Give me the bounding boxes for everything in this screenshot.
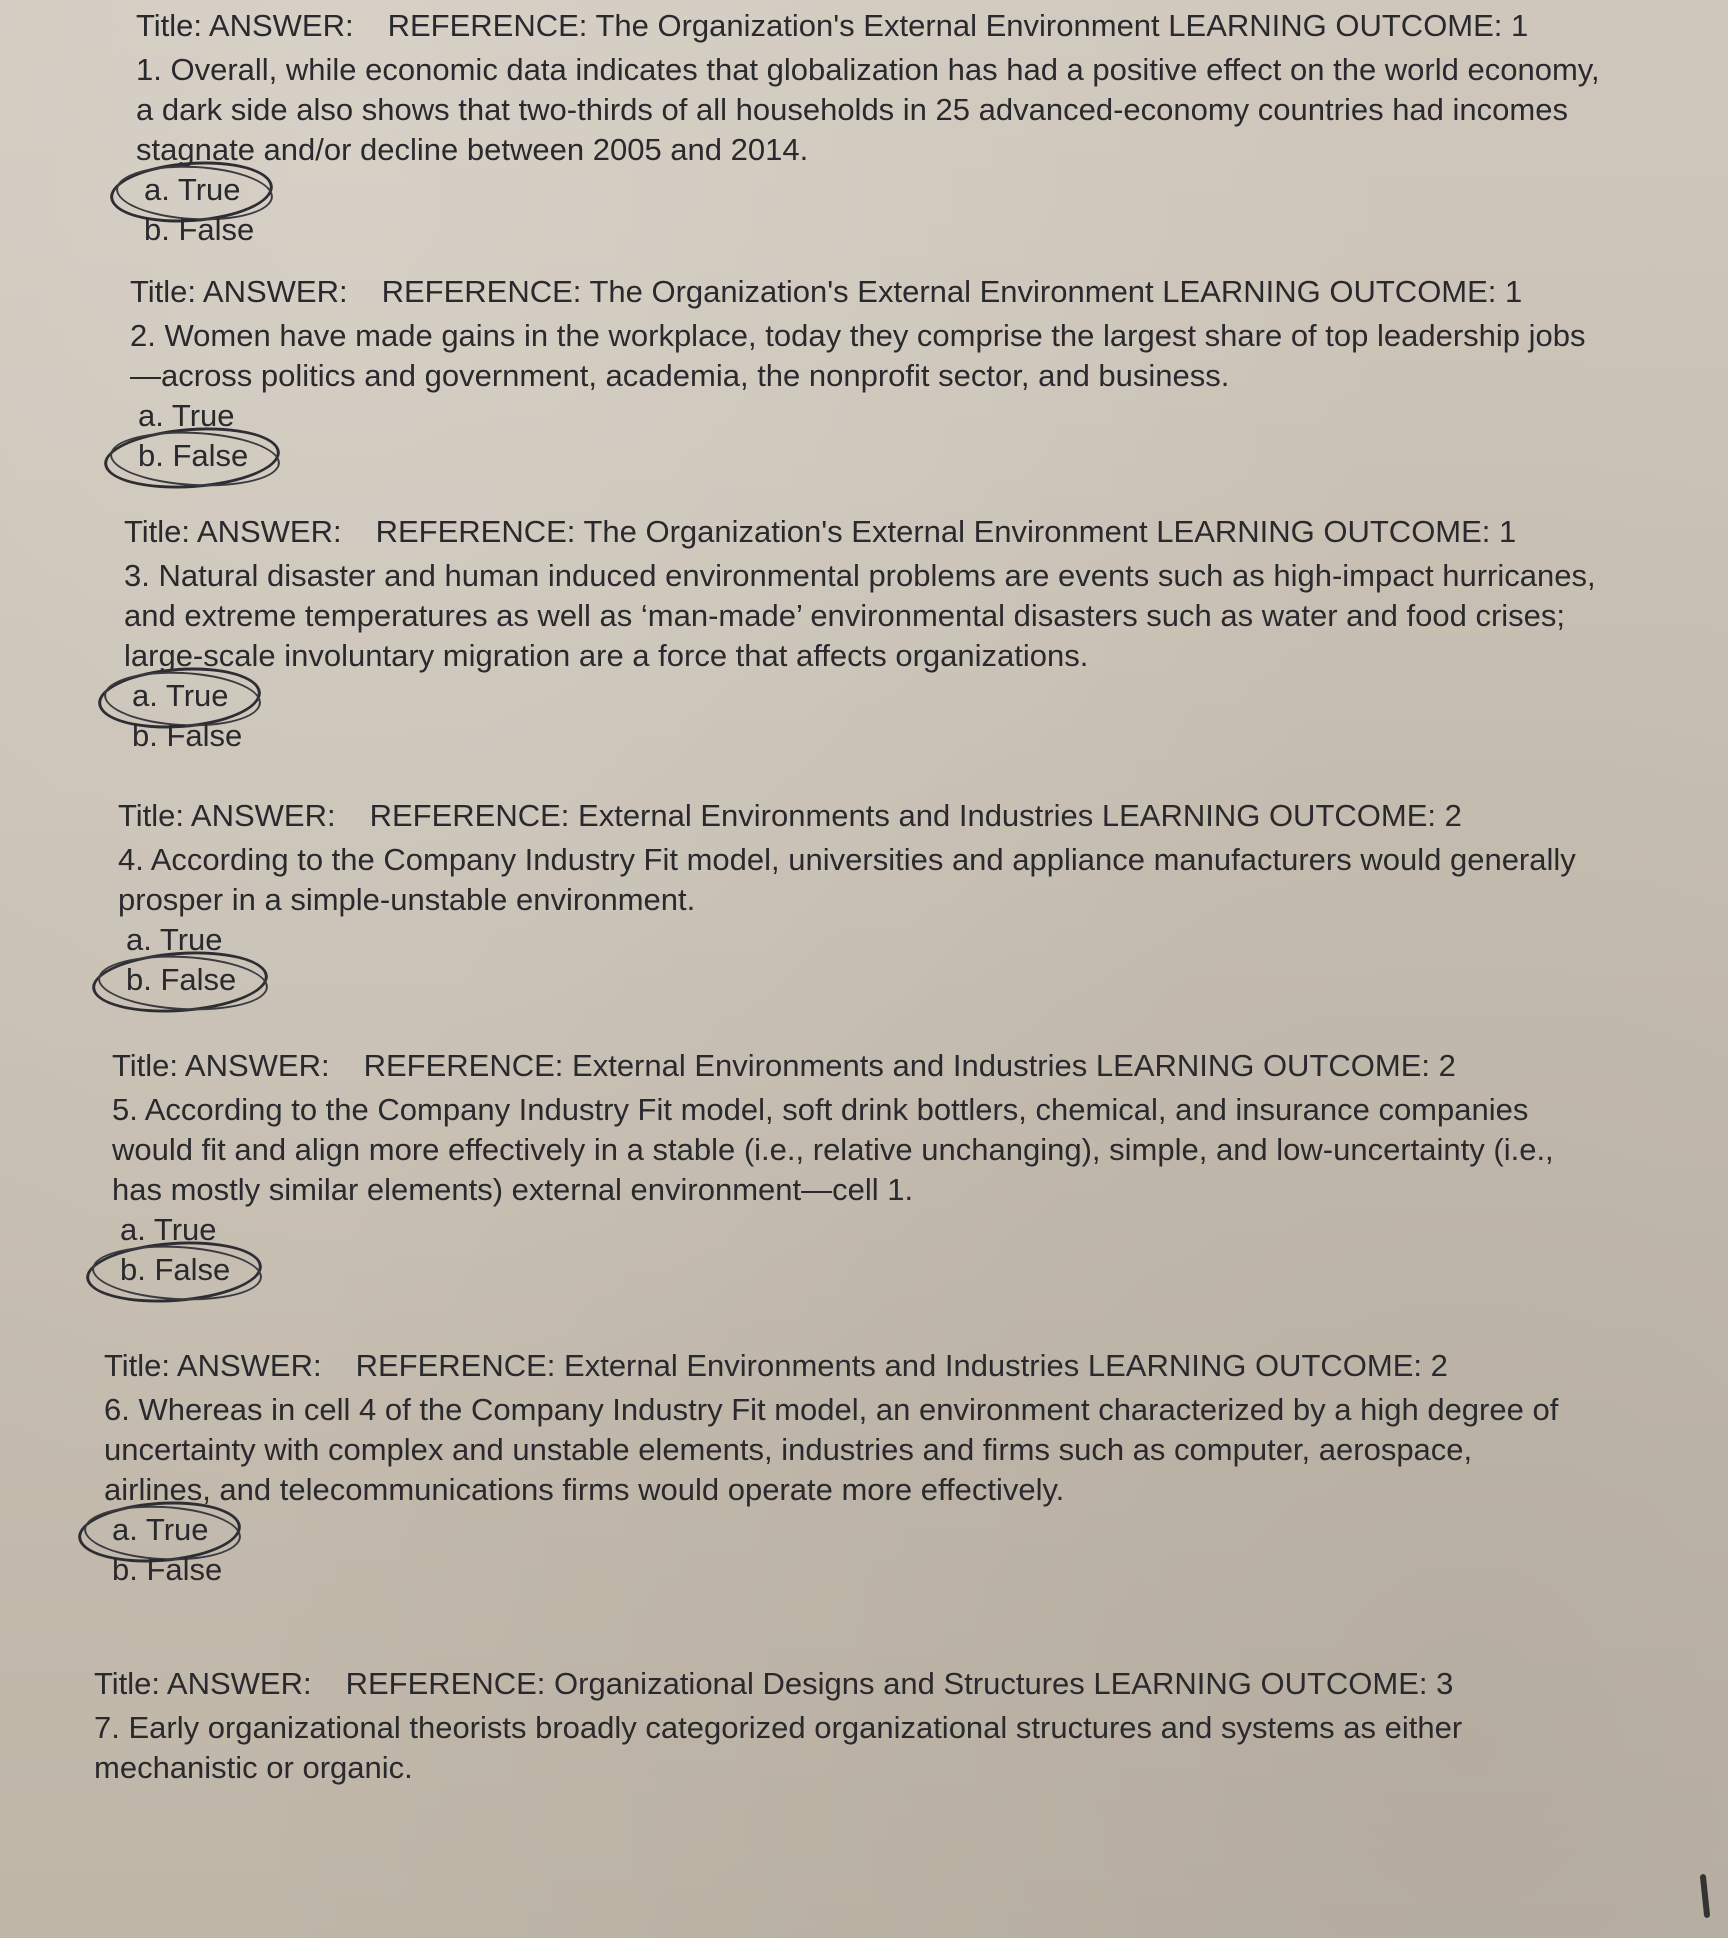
question-header [94, 1664, 1654, 1704]
question-text: 7. Early organizational theorists broadly categorized organizational structures and systems as either mechanistic or organic. [94, 1710, 1463, 1785]
question-header [130, 272, 1690, 312]
question-4 [118, 796, 1678, 1000]
option-b[interactable]: b. False [132, 718, 243, 753]
title-answer-label: Title: ANSWER: [104, 1348, 322, 1383]
option-a[interactable]: a. True [120, 1212, 217, 1247]
question-text: 4. According to the Company Industry Fit model, universities and appliance manufacturers would generally prosper in a simple-unstable environment. [118, 842, 1576, 917]
question-2 [130, 272, 1690, 476]
question-header [112, 1046, 1672, 1086]
option-a-circled[interactable]: a. True [124, 676, 237, 716]
reference-text: REFERENCE: The Organization's External Environment LEARNING OUTCOME: 1 [381, 274, 1523, 309]
question-text: 2. Women have made gains in the workplace, today they comprise the largest share of top leadership jobs—across politics and government, academia, the nonprofit sector, and business. [130, 318, 1586, 393]
option-a[interactable]: a. True [138, 398, 235, 433]
title-answer-label: Title: ANSWER: [124, 514, 342, 549]
option-b-circled[interactable]: b. False [118, 960, 244, 1000]
question-header [118, 796, 1678, 836]
question-header [104, 1346, 1664, 1386]
pen-mark-icon [1700, 1874, 1711, 1918]
option-b-circled[interactable]: b. False [112, 1250, 238, 1290]
question-7 [94, 1664, 1654, 1788]
reference-text: REFERENCE: External Environments and Industries LEARNING OUTCOME: 2 [355, 1348, 1448, 1383]
title-answer-label: Title: ANSWER: [136, 8, 354, 43]
option-a[interactable]: a. True [126, 922, 223, 957]
title-answer-label: Title: ANSWER: [118, 798, 336, 833]
question-header [136, 6, 1696, 46]
question-text: 1. Overall, while economic data indicates that globalization has had a positive effect on the world economy, a dark side also shows that two-thirds of all households in 25 advanced-economy countries had incomes stagnate and/or decline between 2005 and 2014. [136, 52, 1600, 167]
reference-text: REFERENCE: The Organization's External Environment LEARNING OUTCOME: 1 [387, 8, 1529, 43]
title-answer-label: Title: ANSWER: [112, 1048, 330, 1083]
question-6 [104, 1346, 1664, 1590]
question-1 [136, 6, 1696, 250]
option-b-circled[interactable]: b. False [130, 436, 256, 476]
question-3 [124, 512, 1684, 756]
question-header [124, 512, 1684, 552]
question-5 [112, 1046, 1672, 1290]
title-answer-label: Title: ANSWER: [130, 274, 348, 309]
option-a-circled[interactable]: a. True [136, 170, 249, 210]
reference-text: REFERENCE: Organizational Designs and Structures LEARNING OUTCOME: 3 [345, 1666, 1454, 1701]
option-a-circled[interactable]: a. True [104, 1510, 217, 1550]
question-text: 5. According to the Company Industry Fit model, soft drink bottlers, chemical, and insurance companies would fit and align more effectively in a stable (i.e., relative unchanging), simple, and low-uncertainty (i.e., has mostly similar elements) external environment—cell 1. [112, 1092, 1554, 1207]
option-b[interactable]: b. False [144, 212, 255, 247]
title-answer-label: Title: ANSWER: [94, 1666, 312, 1701]
reference-text: REFERENCE: External Environments and Industries LEARNING OUTCOME: 2 [369, 798, 1462, 833]
reference-text: REFERENCE: The Organization's External Environment LEARNING OUTCOME: 1 [375, 514, 1517, 549]
option-b[interactable]: b. False [112, 1552, 223, 1587]
question-text: 6. Whereas in cell 4 of the Company Industry Fit model, an environment characterized by a high degree of uncertainty with complex and unstable elements, industries and firms such as computer, aerospace, airlines, and telecommunications firms would operate more effectively. [104, 1392, 1559, 1507]
question-text: 3. Natural disaster and human induced environmental problems are events such as high-impact hurricanes, and extreme temperatures as well as ‘man-made’ environmental disasters such as water and food crises; large-scale involuntary migration are a force that affects organizations. [124, 558, 1596, 673]
reference-text: REFERENCE: External Environments and Industries LEARNING OUTCOME: 2 [363, 1048, 1456, 1083]
